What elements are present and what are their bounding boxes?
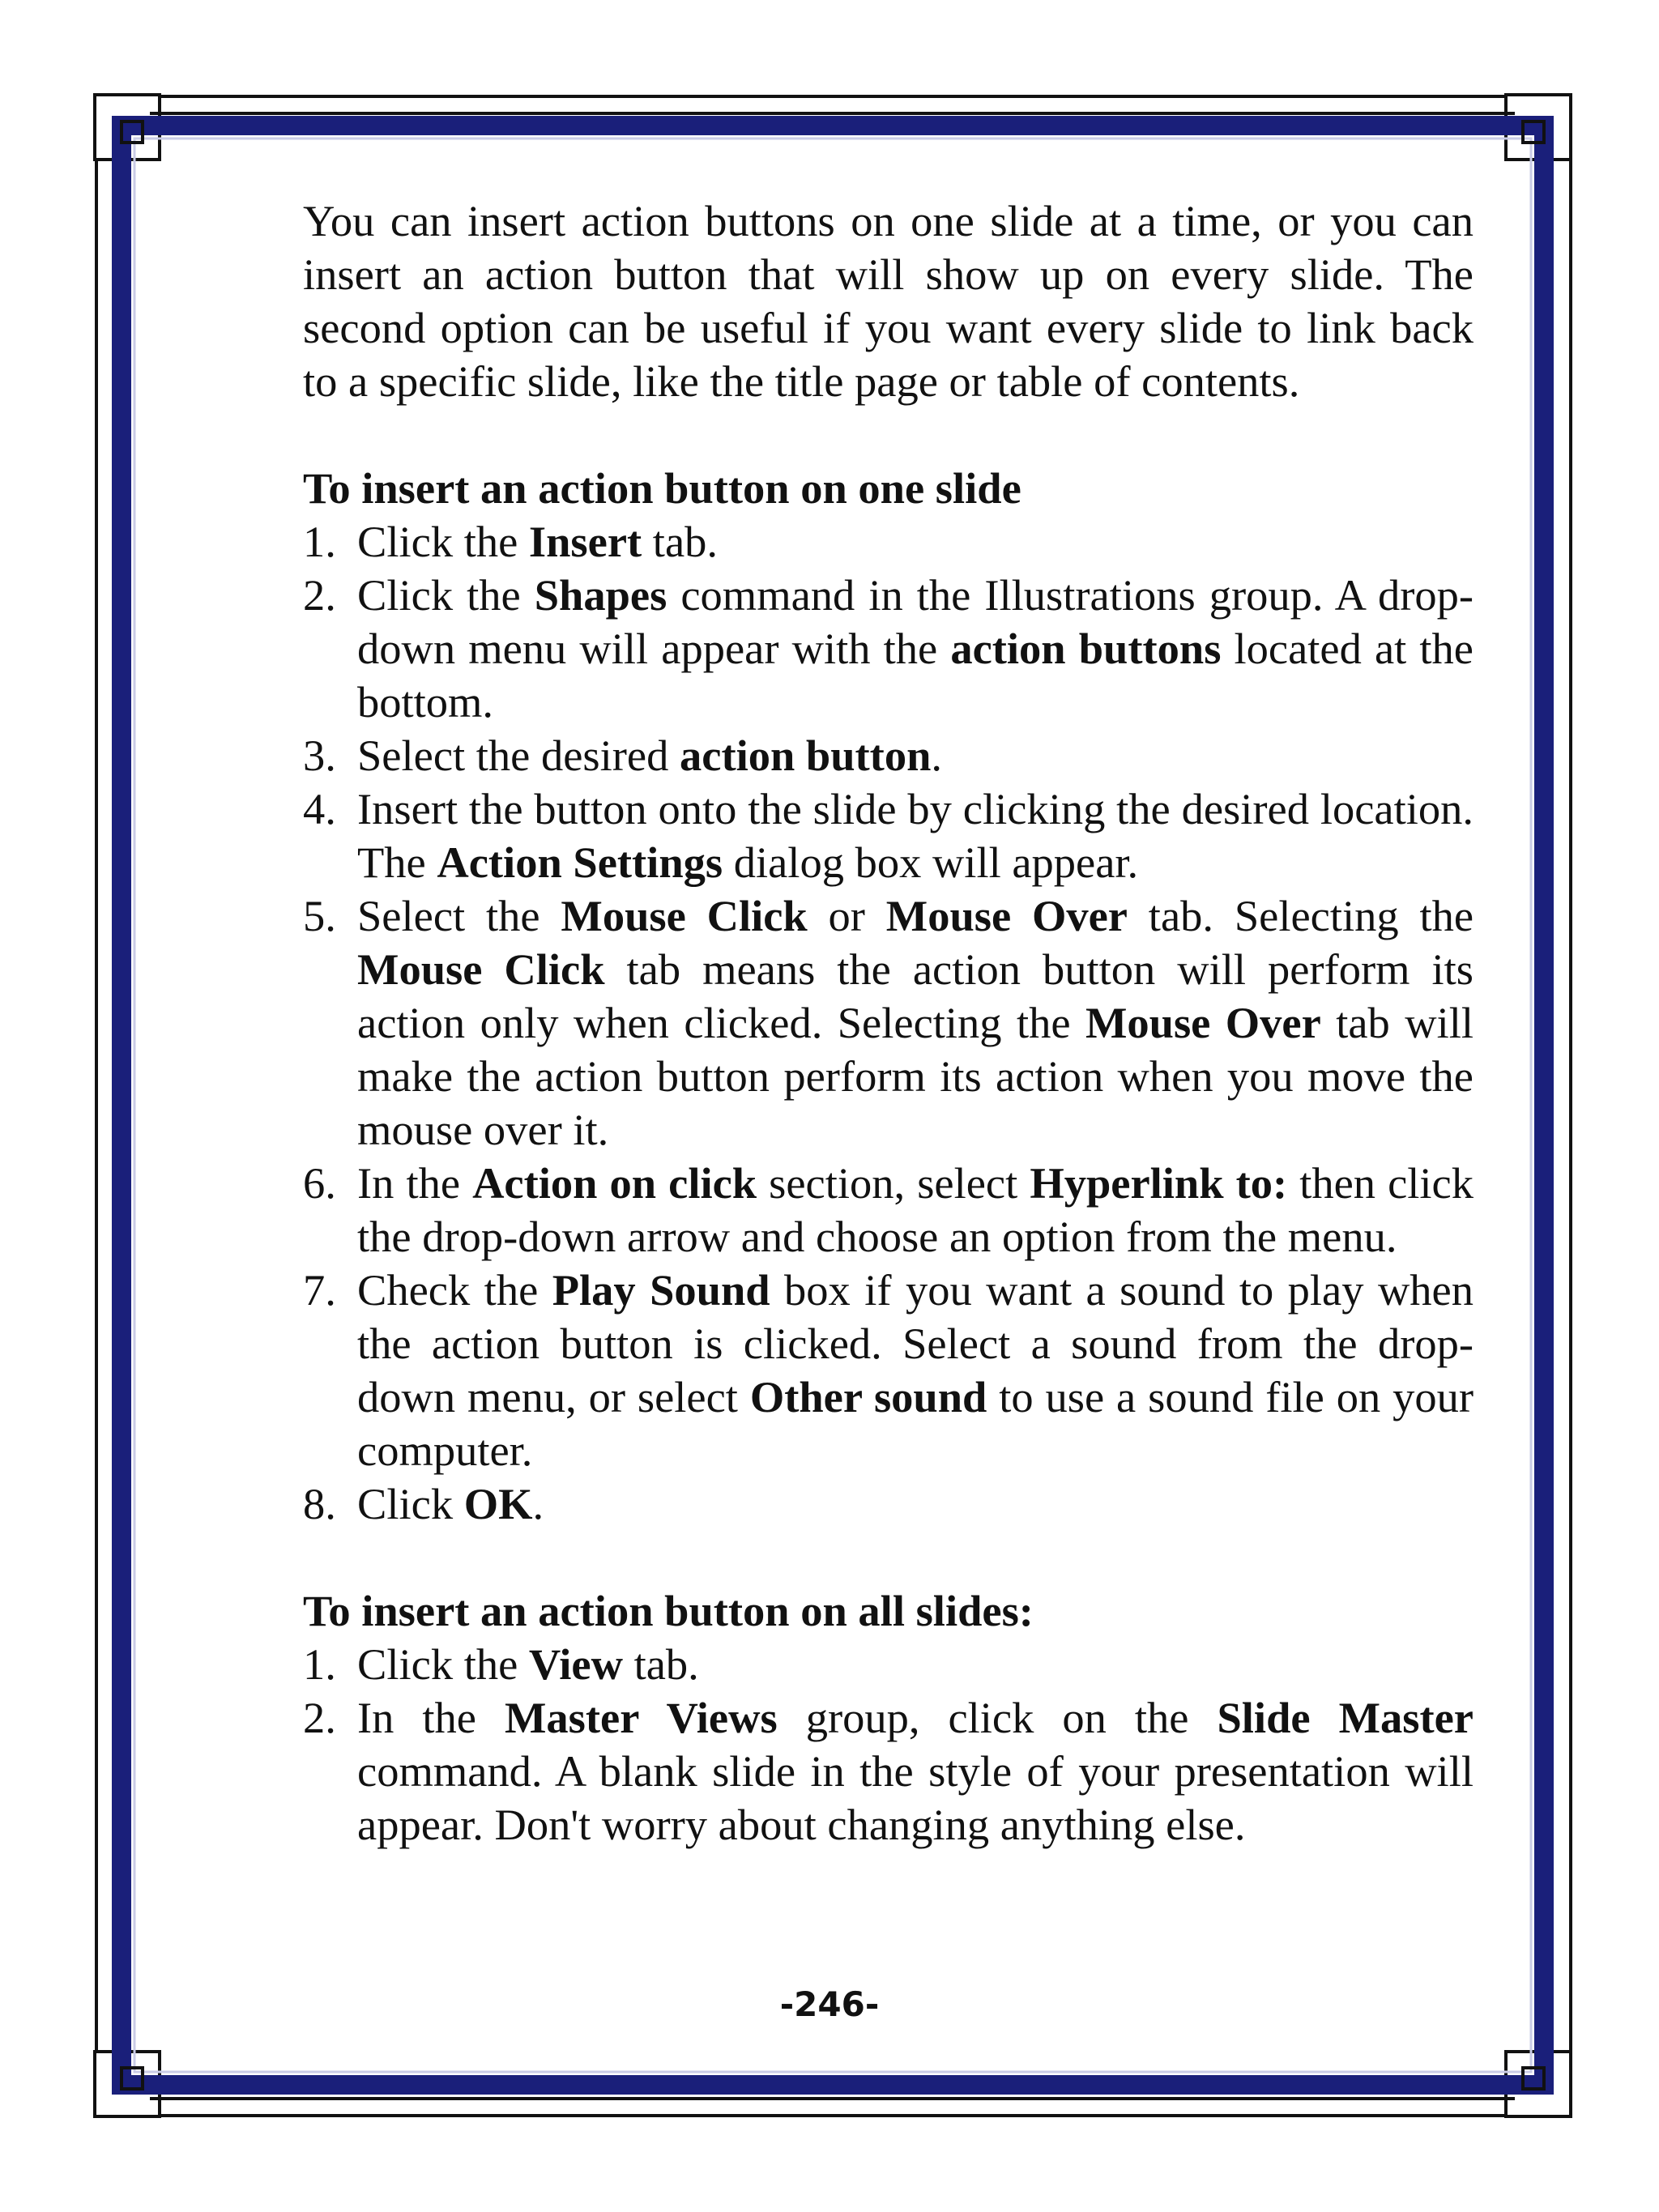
step-bold-term: Action Settings [437, 837, 723, 887]
step-bold-term: Play Sound [552, 1265, 770, 1315]
step-number: 2. [303, 1693, 336, 1742]
step-item [303, 1157, 1473, 1264]
step-item [303, 1264, 1473, 1477]
step-number: 1. [303, 1639, 336, 1689]
step-number: 2. [303, 570, 336, 620]
step-item [303, 782, 1473, 889]
steps-list-one-slide [303, 515, 1473, 1531]
step-number: 7. [303, 1265, 336, 1315]
step-number: 4. [303, 784, 336, 833]
steps-list-all-slides [303, 1638, 1473, 1852]
intro-paragraph: You can insert action buttons on one slide at a time, or you can insert an action button that will show up on every slide. The second option can be useful if you want every slide to link back to a specific slide, like the title page or table of contents. [303, 196, 1473, 406]
step-text-run: then click the drop-down arrow and choose an option from the menu. [357, 1158, 1473, 1261]
section-heading-all-slides: To insert an action button on all slides: [303, 1586, 1034, 1635]
step-bold-term: Slide Master [1217, 1693, 1473, 1742]
step-text-run: Check the [357, 1265, 552, 1315]
step-item [303, 515, 1473, 569]
step-text-run: tab. Selecting the [1128, 891, 1474, 940]
step-bold-term: Insert [528, 517, 642, 566]
step-text-run: command in the Illustrations group. A drop-down menu will appear with the [357, 570, 1474, 673]
step-number: 3. [303, 731, 336, 780]
step-item [303, 1477, 1473, 1531]
step-text-run: Click the [357, 517, 529, 566]
spacer [303, 1531, 1473, 1584]
step-bold-term: action button [680, 731, 932, 780]
step-bold-term: Hyperlink to: [1030, 1158, 1288, 1208]
step-text-run: section, select [757, 1158, 1030, 1208]
section-heading-one-slide: To insert an action button on one slide [303, 463, 1021, 513]
page-content [303, 194, 1473, 1852]
step-text-run: tab. [622, 1639, 699, 1689]
step-text-run: In the [357, 1693, 505, 1742]
step-text-run: command. A blank slide in the style of your presentation will appear. Don't worry about changing anything else. [357, 1746, 1473, 1849]
step-bold-term: Mouse Click [561, 891, 808, 940]
step-bold-term: Shapes [534, 570, 667, 620]
step-text-run: In the [357, 1158, 473, 1208]
step-text [357, 1638, 1473, 1691]
step-number: 1. [303, 517, 336, 566]
step-text [357, 729, 1473, 782]
step-text [357, 569, 1473, 729]
step-item [303, 1691, 1473, 1852]
step-bold-term: Mouse Over [885, 891, 1128, 940]
step-text-run: box if you want a sound to play when the action button is clicked. Select a sound from the drop-down menu, or select [357, 1265, 1473, 1421]
step-text [357, 782, 1473, 889]
step-text-run: located at the bottom. [357, 624, 1473, 727]
step-text-run: Click the [357, 570, 535, 620]
step-bold-term: action buttons [950, 624, 1222, 673]
step-text-run: . [931, 731, 943, 780]
step-text-run: Select the [357, 891, 561, 940]
step-text [357, 1157, 1473, 1264]
step-bold-term: OK [463, 1479, 533, 1528]
step-text [357, 515, 1473, 569]
step-text-run: tab means the action button will perform its action only when clicked. Selecting the [357, 944, 1473, 1047]
step-number: 6. [303, 1158, 336, 1208]
step-text-run: Select the desired [357, 731, 680, 780]
step-bold-term: Other sound [749, 1372, 987, 1421]
step-item [303, 889, 1473, 1157]
step-bold-term: View [528, 1639, 623, 1689]
step-text [357, 889, 1473, 1157]
step-item [303, 1638, 1473, 1691]
step-text-run: group, click on the [777, 1693, 1218, 1742]
step-bold-term: Master Views [504, 1693, 778, 1742]
step-bold-term: Action on click [472, 1158, 757, 1208]
step-item [303, 569, 1473, 729]
step-number: 8. [303, 1479, 336, 1528]
step-bold-term: Mouse Click [357, 944, 605, 994]
step-text [357, 1477, 1473, 1531]
step-text [357, 1691, 1473, 1852]
step-text-run: . [532, 1479, 544, 1528]
step-text-run: tab will make the action button perform its action when you move the mouse over it. [357, 998, 1474, 1154]
step-item [303, 729, 1473, 782]
step-text-run: to use a sound file on your computer. [357, 1372, 1473, 1475]
step-bold-term: Mouse Over [1085, 998, 1321, 1047]
step-text-run: tab. [642, 517, 719, 566]
step-text-run: Insert the button onto the slide by clicking the desired location. The [357, 784, 1473, 887]
page-number: -246- [779, 1984, 880, 2024]
step-text-run: or [807, 891, 886, 940]
step-number: 5. [303, 891, 336, 940]
step-text [357, 1264, 1473, 1477]
step-text-run: Click the [357, 1639, 529, 1689]
step-text-run: dialog box will appear. [723, 837, 1139, 887]
spacer [303, 408, 1473, 462]
step-text-run: Click [357, 1479, 464, 1528]
